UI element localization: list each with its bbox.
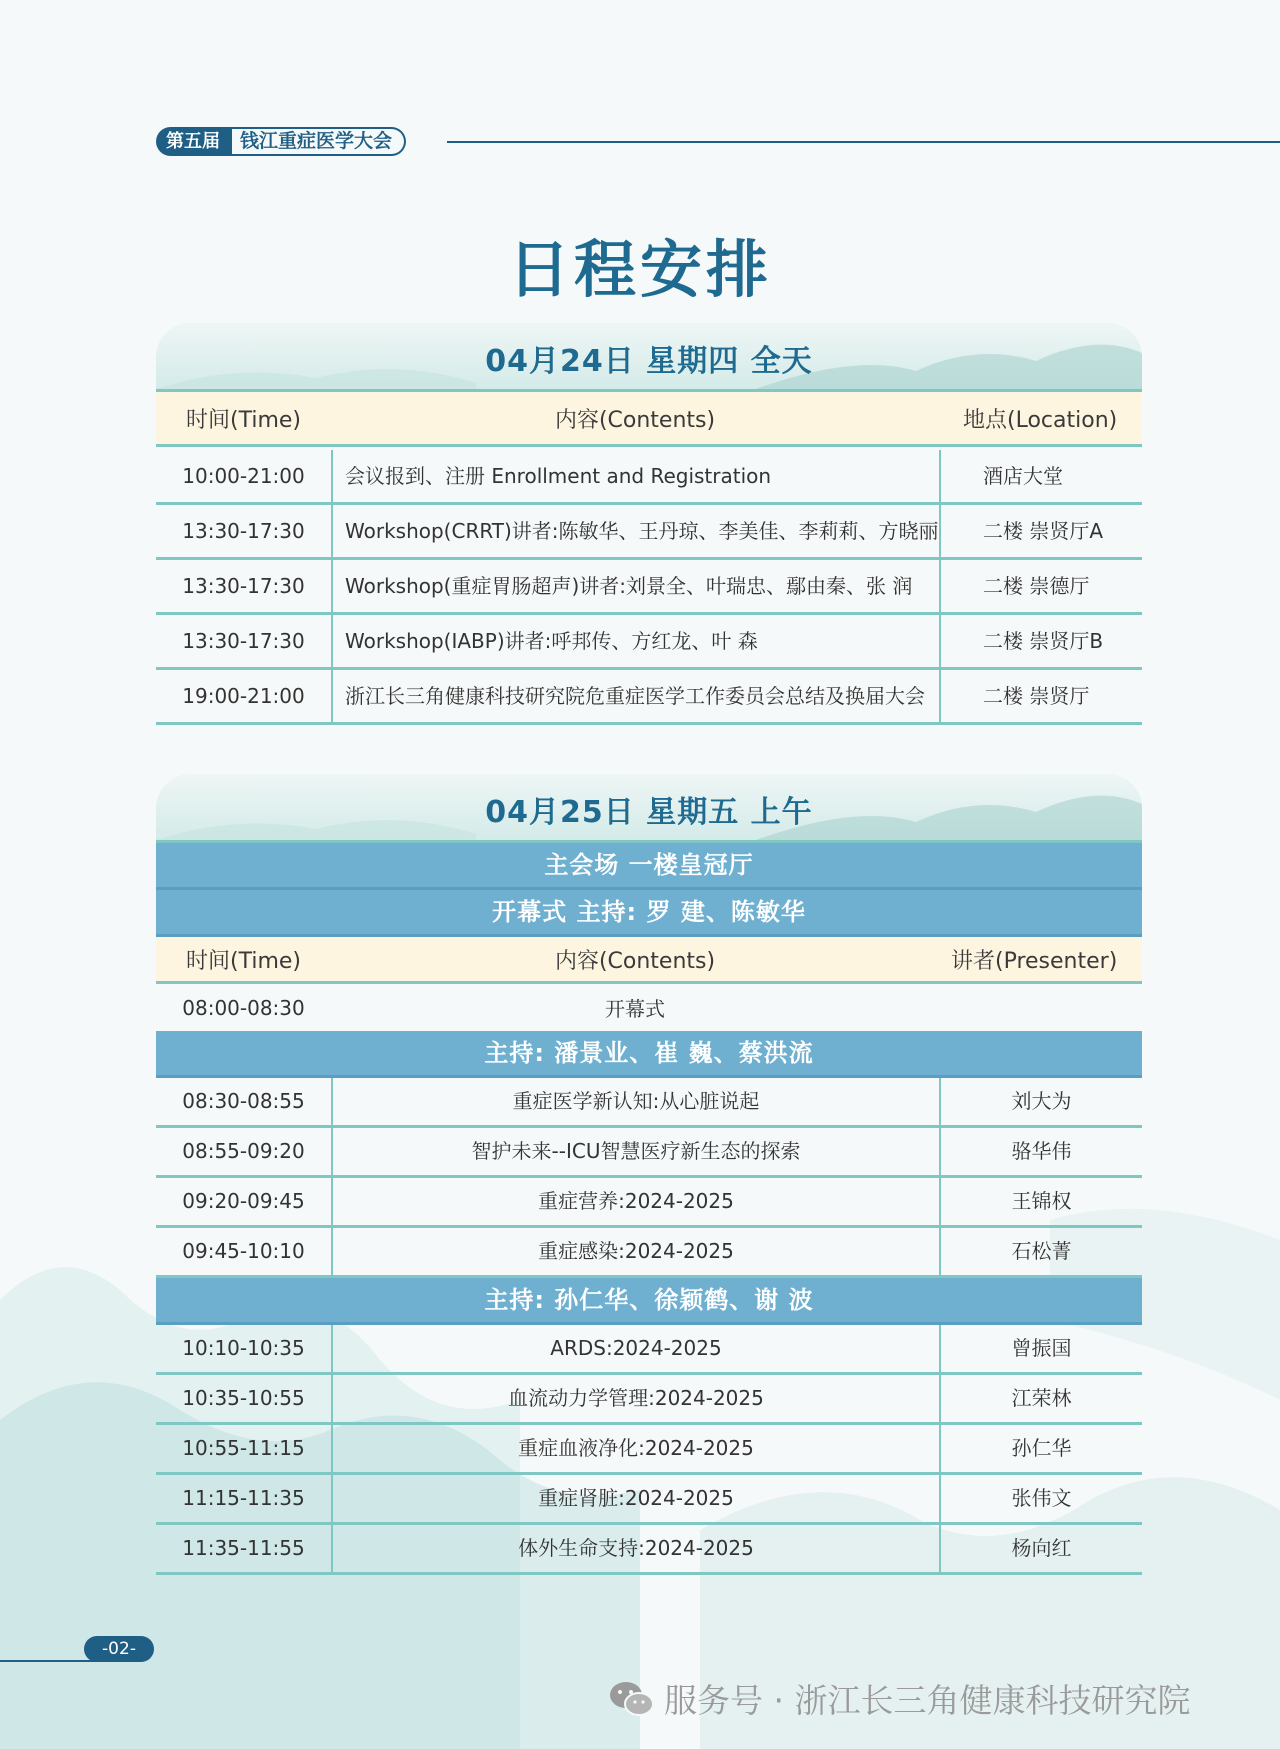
table-row [156,505,1142,560]
row-presenter: 杨向红 [939,1525,1142,1572]
col-presenter: 讲者(Presenter) [951,948,1118,974]
day1-header [156,323,1142,392]
row-time: 09:45-10:10 [156,1228,333,1275]
row-time: 08:30-08:55 [156,1078,333,1125]
table-row [156,615,1142,670]
row-content: Workshop(IABP)讲者:呼邦传、方红龙、叶 森 [345,629,758,653]
row-content: 重症血液净化:2024-2025 [518,1436,754,1460]
day2-title: 04月25日 星期五 上午 [485,795,813,830]
page-number: -02- [84,1636,154,1662]
session1-chairs-banner: 主持: 潘景业、崔 巍、蔡洪流 [156,1031,1142,1078]
day1-column-headers [156,392,1142,447]
row-location: 二楼 崇德厅 [939,560,1142,612]
row-time: 11:35-11:55 [156,1525,333,1572]
row-presenter: 江荣林 [939,1375,1142,1422]
conference-name: 钱江重症医学大会 [232,127,406,156]
wechat-icon [608,1680,654,1718]
header-divider [447,141,1280,143]
day2-column-headers [156,937,1142,984]
table-row [156,1078,1142,1128]
row-presenter: 刘大为 [939,1078,1142,1125]
row-content: 智护未来--ICU智慧医疗新生态的探索 [471,1139,801,1163]
row-time: 10:55-11:15 [156,1425,333,1472]
table-row [156,1375,1142,1425]
session2-chairs-banner: 主持: 孙仁华、徐颖鹤、谢 波 [156,1278,1142,1325]
row-time: 08:55-09:20 [156,1128,333,1175]
day1-schedule [156,323,1142,725]
page-title: 日程安排 [507,233,772,306]
col-location: 地点(Location) [963,407,1118,433]
row-location: 二楼 崇贤厅B [939,615,1142,667]
table-row [156,1425,1142,1475]
row-content: 开幕式 [605,997,665,1021]
row-content: 重症营养:2024-2025 [538,1189,734,1213]
row-presenter: 孙仁华 [939,1425,1142,1472]
table-row [156,1525,1142,1575]
watermark [608,1675,1190,1722]
row-content: Workshop(CRRT)讲者:陈敏华、王丹琼、李美佳、李莉莉、方晓丽 [345,519,939,543]
row-content: 重症肾脏:2024-2025 [538,1486,734,1510]
table-row [156,450,1142,505]
col-contents: 内容(Contents) [554,407,716,433]
table-row [156,1128,1142,1178]
row-content: 会议报到、注册 Enrollment and Registration [345,464,772,488]
row-time: 19:00-21:00 [156,670,333,722]
edition-label: 第五届 [156,127,232,156]
row-time: 10:00-21:00 [156,450,333,502]
row-time: 10:35-10:55 [156,1375,333,1422]
row-presenter: 王锦权 [939,1178,1142,1225]
table-row [156,670,1142,725]
table-row [156,1325,1142,1375]
row-time: 13:30-17:30 [156,560,333,612]
row-content: ARDS:2024-2025 [550,1336,722,1360]
col-time: 时间(Time) [185,948,301,974]
row-location: 酒店大堂 [939,450,1142,502]
opening-banner: 开幕式 主持: 罗 建、陈敏华 [156,890,1142,937]
day1-title: 04月24日 星期四 全天 [485,344,813,379]
row-presenter: 张伟文 [939,1475,1142,1522]
watermark-text: 服务号 · 浙江长三角健康科技研究院 [664,1681,1191,1720]
table-row [156,560,1142,615]
row-content: 血流动力学管理:2024-2025 [508,1386,764,1410]
row-presenter: 骆华伟 [939,1128,1142,1175]
conference-badge [156,127,406,156]
row-content: 重症医学新认知:从心脏说起 [512,1089,760,1113]
row-presenter: 曾振国 [939,1325,1142,1372]
col-contents: 内容(Contents) [554,948,716,974]
row-presenter: 石松菁 [939,1228,1142,1275]
row-time: 08:00-08:30 [182,995,305,1020]
row-content: 体外生命支持:2024-2025 [518,1536,754,1560]
row-time: 11:15-11:35 [156,1475,333,1522]
day2-header [156,774,1142,843]
row-time: 09:20-09:45 [156,1178,333,1225]
row-time: 13:30-17:30 [156,615,333,667]
table-row [156,1228,1142,1278]
row-content: 重症感染:2024-2025 [538,1239,734,1263]
row-content: 浙江长三角健康科技研究院危重症医学工作委员会总结及换届大会 [345,684,925,708]
day2-schedule [156,774,1142,1575]
table-row [156,1178,1142,1228]
row-location: 二楼 崇贤厅 [939,670,1142,722]
row-time: 10:10-10:35 [156,1325,333,1372]
row-location: 二楼 崇贤厅A [939,505,1142,557]
opening-row [156,984,1142,1031]
venue-banner: 主会场 一楼皇冠厅 [156,843,1142,890]
row-time: 13:30-17:30 [156,505,333,557]
table-row [156,1475,1142,1525]
page-number-line [0,1660,100,1662]
col-time: 时间(Time) [185,407,301,433]
row-content: Workshop(重症胃肠超声)讲者:刘景全、叶瑞忠、鄢由秦、张 润 [345,574,913,598]
